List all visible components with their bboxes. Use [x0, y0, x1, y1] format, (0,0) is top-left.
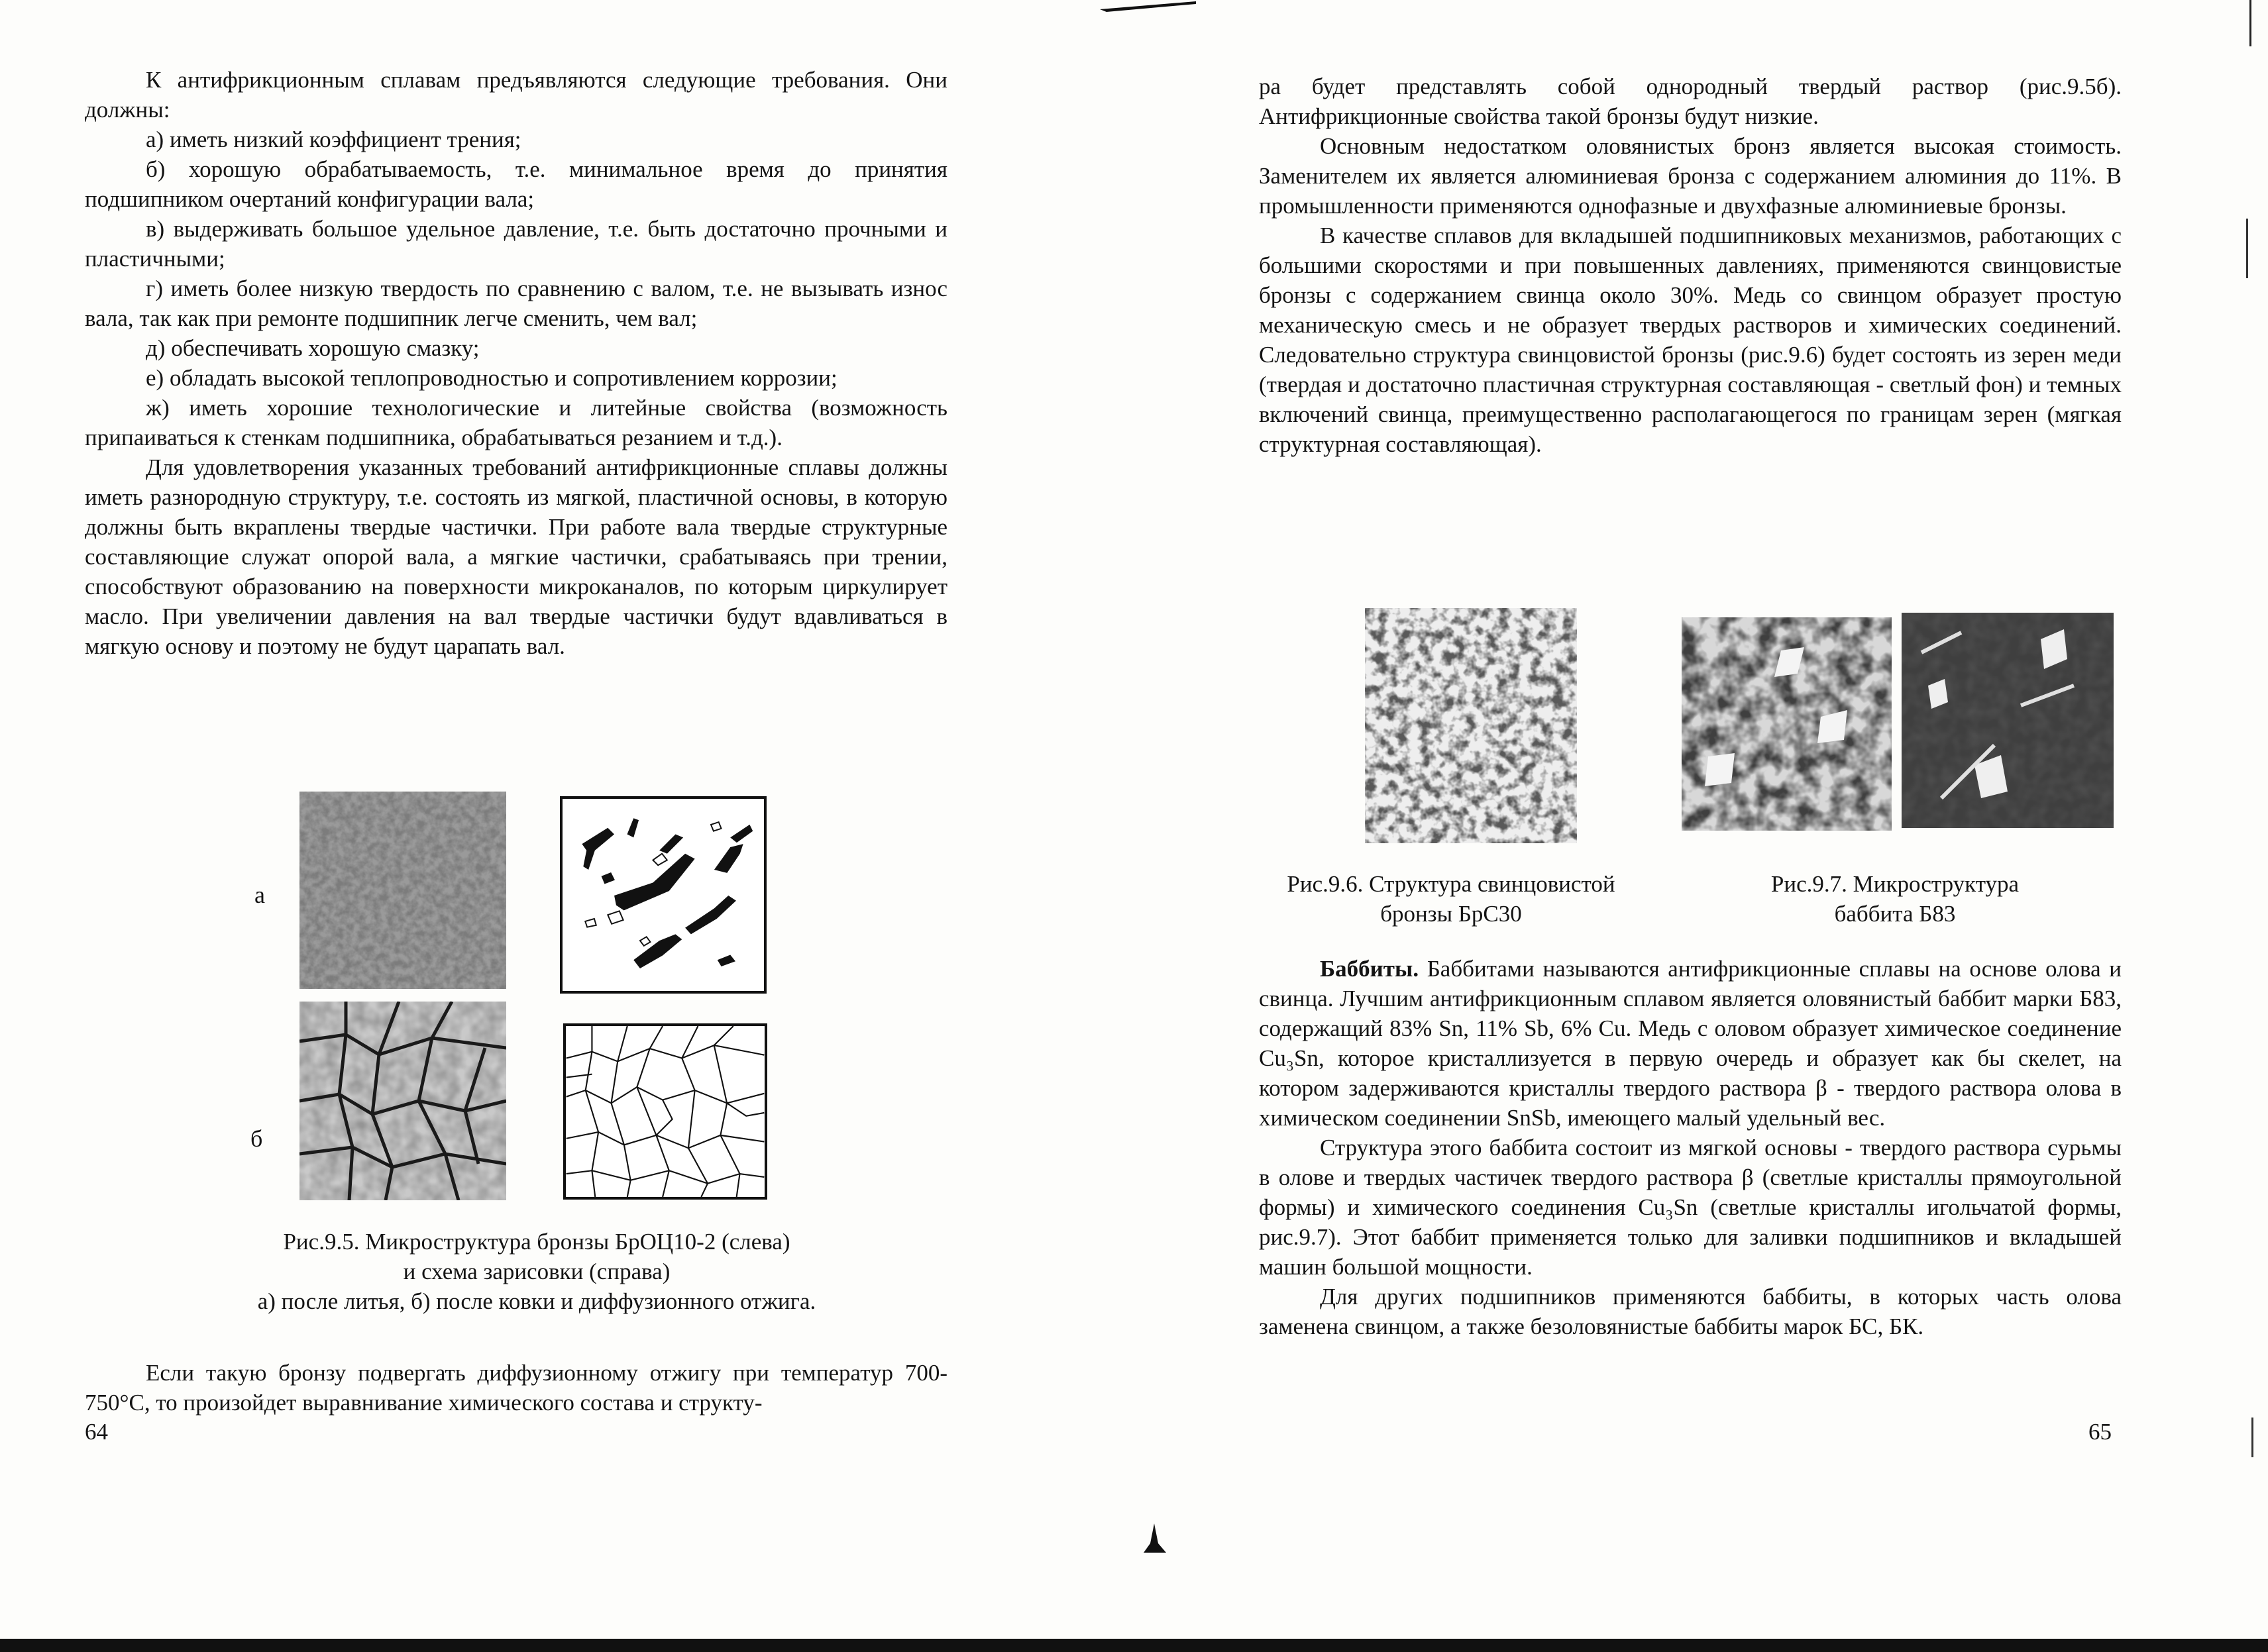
figure-caption — [172, 1227, 901, 1316]
scan-mark-edge — [2246, 219, 2248, 278]
sketch-cast — [560, 796, 767, 994]
page-number-left: 64 — [85, 1419, 108, 1445]
paragraph-text: Баббитами называются антифрикционные сплавы на основе олова и свинца. Лучшим антифрикционным сплавом является оловянистый баббит марки Б83, содержащий 83% Sn, 11% Sb, 6% Cu. Медь с оловом образует химическое соединение Cu₃Sn, которое кристаллизуется в первую очередь и образует как бы скелет, на котором задерживаются кристаллы твердого раствора β - твердого раствора олова в химическом соединении SnSb, имеющего малый удельный вес. — [1259, 956, 2122, 1131]
figure-label-b: б — [250, 1125, 263, 1152]
scan-mark-bottom — [1141, 1523, 1167, 1554]
paragraph: В качестве сплавов для вкладышей подшипниковых механизмов, работающих с большими скоростями и при повышенных давлениях, применяются свинцовистые бронзы с содержанием свинца около 30%. Медь со свинцом образует простую механическую смесь и не образует твердых растворов и химических соединений. Следовательно структура свинцовистой бронзы (рис.9.6) будет состоять из зерен меди (твердая и достаточно пластичная структурная составляющая - светлый фон) и темных включений свинца, преимущественно располагающегося по границам зерен (мягкая структурная составляющая). — [1259, 223, 2122, 457]
list-item: в) выдерживать большое удельное давление, т.е. быть достаточно прочными и пластичными; — [85, 216, 947, 272]
micrograph-annealed — [299, 1002, 506, 1200]
caption-line: а) после литья, б) после ковки и диффузионного отжига. — [257, 1288, 816, 1314]
micrograph-cast — [299, 792, 506, 989]
paragraph: Если такую бронзу подвергать диффузионному отжигу при температур 700-750°С, то произойдет выравнивание химического состава и структу- — [85, 1360, 947, 1416]
list-item: г) иметь более низкую твердость по сравнению с валом, т.е. не вызывать износ вала, так как при ремонте подшипник легче сменить, чем вал; — [85, 276, 947, 331]
caption-line: бронзы БрС30 — [1380, 901, 1522, 927]
sketch-annealed — [563, 1023, 767, 1200]
caption-line: и схема зарисовки (справа) — [403, 1259, 671, 1284]
scan-mark-edge — [2249, 0, 2251, 46]
fig6-caption — [1246, 869, 1656, 929]
scan-mark-edge — [2251, 1418, 2253, 1457]
list-item: ж) иметь хорошие технологические и литейные свойства (возможность припаиваться к стенкам подшипника, обрабатываться резанием и т.д.). — [85, 395, 947, 450]
paragraph: Для удовлетворения указанных требований антифрикционные сплавы должны иметь разнородную структуру, т.е. состоять из мягкой, пластичной основы, в которую должны быть вкраплены твердые частички. При работе вала твердые структурные составляющие служат опорой вала, а мягкие частички, срабатываясь при трении, способствуют образованию на поверхности микроканалов, по которым циркулирует масло. При увеличении давления на вал твердые частички будут вдавливаться в мягкую основу и поэтому не будут царапать вал. — [85, 454, 947, 659]
section-heading: Баббиты. — [1320, 956, 1419, 982]
micrograph-babbit-2 — [1902, 613, 2114, 828]
paragraph: Основным недостатком оловянистых бронз является высокая стоимость. Заменителем их является алюминиевая бронза с содержанием алюминия до 11%. В промышленности применяются однофазные и двухфазные алюминиевые бронзы. — [1259, 133, 2122, 219]
paragraph: Структура этого баббита состоит из мягкой основы - твердого раствора сурьмы в олове и твердых частичек твердого раствора β (светлые кристаллы прямоугольной формы) и химического соединения Cu₃Sn (светлые кристаллы игольчатой формы, рис.9.7). Этот баббит применяется только для заливки подшипников и вкладышей машин большой мощности. — [1259, 1135, 2122, 1280]
fig7-caption — [1709, 869, 2080, 929]
paragraph: Для других подшипников применяются баббиты, в которых часть олова заменена свинцом, а также безоловянистые баббиты марок БС, БК. — [1259, 1284, 2122, 1339]
caption-line: Рис.9.7. Микроструктура — [1770, 871, 2020, 897]
caption-line: баббита Б83 — [1834, 901, 1956, 927]
micrograph-babbit-1 — [1682, 617, 1892, 831]
figure-label-a: а — [254, 882, 265, 908]
paragraph: ра будет представлять собой однородный твердый раствор (рис.9.5б). Антифрикционные свойства такой бронзы будут низкие. — [1259, 74, 2122, 129]
left-page-text — [85, 65, 947, 661]
babbit-section — [1259, 954, 2122, 1341]
list-item: а) иметь низкий коэффициент трения; — [146, 127, 521, 152]
left-page-closing — [85, 1358, 947, 1418]
paragraph — [1259, 954, 2122, 1133]
page-number-right: 65 — [2088, 1419, 2112, 1445]
list-item: е) обладать высокой теплопроводностью и сопротивлением коррозии; — [146, 365, 837, 391]
scan-mark-top — [1100, 0, 1199, 13]
caption-line: Рис.9.5. Микроструктура бронзы БрОЦ10-2 (слева) — [283, 1229, 790, 1255]
paragraph: К антифрикционным сплавам предъявляются следующие требования. Они должны: — [85, 67, 947, 123]
caption-line: Рис.9.6. Структура свинцовистой — [1287, 871, 1615, 897]
list-item: б) хорошую обрабатываемость, т.е. минимальное время до принятия подшипником очертаний конфигурации вала; — [85, 156, 947, 212]
scan-bottom-edge — [0, 1639, 2268, 1652]
micrograph-lead-bronze — [1365, 608, 1577, 843]
list-item: д) обеспечивать хорошую смазку; — [146, 335, 480, 361]
right-page-text — [1259, 72, 2122, 459]
